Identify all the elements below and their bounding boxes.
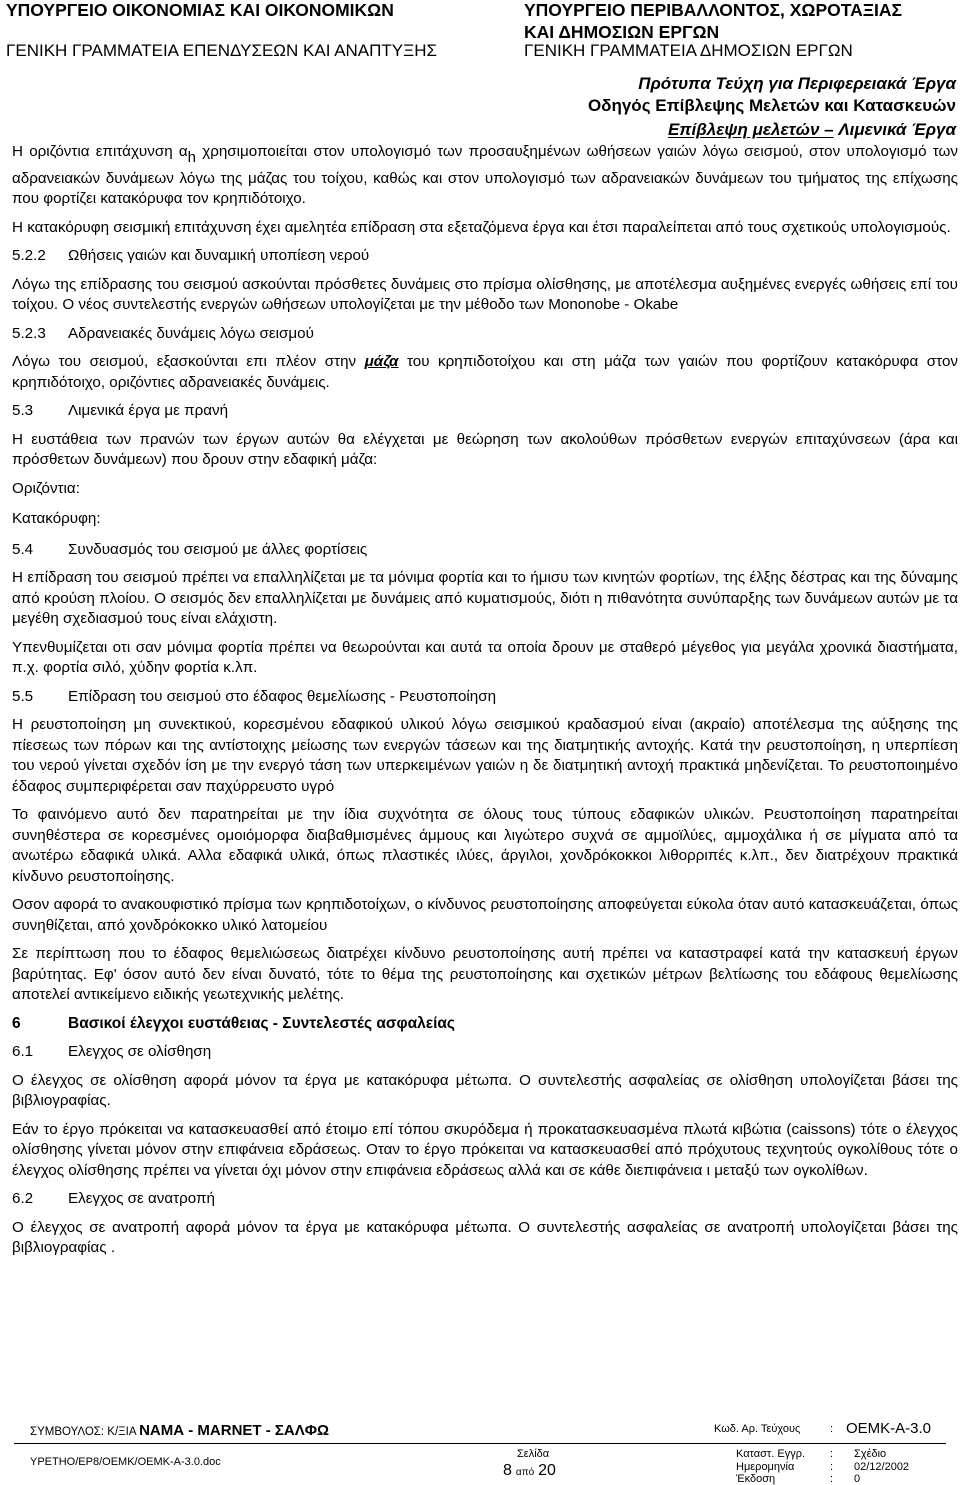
paragraph: Σε περίπτωση που το έδαφος θεμελιώσεως διατρέχει κίνδυνο ρευστοποίησης αυτή πρέπει να καταστραφεί κατά την κατασκευή έργων βαρύτητας. Εφ' όσον αυτό δεν είναι δυνατό, τότε το θέμα της ρευστοποίησης και σχετικών μέτρων βελτίωσης του εδάφους θεμελίωσης αποτελεί αντικείμενο ειδικής γεωτεχνικής μελέτης. [12,945,958,1003]
paragraph: Η ρευστοποίηση μη συνεκτικού, κορεσμένου εδαφικού υλικού λόγω σεισμικού κραδασμού είναι (ακραίο) αποτέλεσμα της αύξησης της πίεσεως των πόρων και της αντίστοιχης μείωσης των ενεργών τάσεων και της διατμητικής αντοχής. Κατά την ρευστοποίηση, η υπερπίεση του νερού γίνεται σχεδόν ίση με την ενεργό τάση των υπερκειμένων γαιών η δε διατμητική αντοχή πρακτικά μηδενίζεται. Το ρευστοποιημένο έδαφος συμπεριφέρεται σαν παχύρρευστο υγρό [12,716,958,795]
edition-label: Έκδοση [736,1473,776,1485]
section-title-a: Επίβλεψη μελετών – [668,120,834,139]
guide-title: Οδηγός Επίβλεψης Μελετών και Κατασκευών [587,96,956,115]
heading-5-2-2: 5.2.2 Ωθήσεις γαιών και δυναμική υποπίεση νερού [12,247,370,264]
paragraph: Λόγω του σεισμού, εξασκούνται επι πλέον στην μάζα του κρηπιδοτοίχου και στη μάζα των γαιών που φορτίζουν κατακόρυφα στον κρηπιδότοιχο, οριζόντιες αδρανειακές δυνάμεις. [12,353,958,391]
consultant-name: ΝΑΜΑ - MARNET - ΣΑΛΦΩ [139,1422,330,1439]
section-title-b: Λιμενικά Έργα [838,120,956,139]
paragraph: Ο έλεγχος σε ολίσθηση αφορά μόνον τα έργα με κατακόρυφα μέτωπα. Ο συντελεστής ασφαλείας σε ολίσθηση υπολογίζεται βάσει της βιβλιογραφίας. [12,1071,958,1109]
page-label: Σελίδα [517,1448,550,1460]
emphasis-mass: μάζα [364,353,399,370]
colon: : [830,1423,834,1435]
label-vertical: Κατακόρυφη: [12,510,101,527]
paragraph: Εάν το έργο πρόκειται να κατασκευασθεί από έτοιμο επί τόπου σκυρόδεμα ή προκατασκευασμένα πλωτά κιβώτια (caissons) τότε ο έλεγχος ολίσθησης γίνεται μόνον στην επιφάνεια εδράσεως. Οταν το έργο πρόκειται να κατασκευασθεί από πρόχυτους τεχνητούς ογκολίθους τότε ο έλεγχος ολίσθησης πρέπει να γίνεται όχι μόνον στην επιφάνεια εδράσεως αλλά και σε κάθε διεπιφάνεια ι μεταξύ των ογκολίθων. [12,1120,958,1179]
date-value: 02/12/2002 [854,1461,910,1473]
paragraph: Η κατακόρυφη σεισμική επιτάχυνση έχει αμελητέα επίδραση στα εξεταζόμενα έργα και έτσι παραλείπεται από τους σχετικούς υπολογισμούς. [12,218,951,236]
ministry-environment-subtitle: ΓΕΝΙΚΗ ΓΡΑΜΜΑΤΕΙΑ ΔΗΜΟΣΙΩΝ ΕΡΓΩΝ [524,41,853,60]
status-value: Σχέδιο [854,1448,887,1460]
paragraph: Υπενθυμίζεται οτι σαν μόνιμα φορτία πρέπει να θεωρούνται και αυτά τα οποία δρουν με σταθερό μέγεθος για μεγάλα χρονικά διαστήματα, π.χ. φορτία σιλό, χύδην φορτία κ.λπ. [12,638,958,676]
paragraph: Ο έλεγχος σε ανατροπή αφορά μόνον τα έργα με κατακόρυφα μέτωπα. Ο συντελεστής ασφαλείας σε ανατροπή υπολογίζεται βάσει της βιβλιογραφίας . [12,1218,958,1256]
paragraph: Λόγω της επίδρασης του σεισμού ασκούνται πρόσθετες δυνάμεις στο πρίσμα ολίσθησης, με αποτέλεσμα αυξημένες ενεργές ωθήσεις επί του τοίχου. Ο νέος συντελεστής ενεργών ωθήσεων υπολογίζεται με την μέθοδο των Mononobe - Okabe [12,275,958,313]
subscript-h: h [187,149,196,166]
document-series: Πρότυπα Τεύχη για Περιφερειακά Έργα [638,74,956,93]
consultant-label: ΣΥΜΒΟΥΛΟΣ: Κ/ΞΙΑ [30,1426,136,1438]
edition-value: 0 [854,1473,861,1485]
colon: : [830,1461,834,1473]
consultant [30,1422,329,1439]
ministry-environment-title-line2: ΚΑΙ ΔΗΜΟΣΙΩΝ ΕΡΓΩΝ [524,22,720,42]
ministry-environment-title-line1: ΥΠΟΥΡΓΕΙΟ ΠΕΡΙΒΑΛΛΟΝΤΟΣ, ΧΩΡΟΤΑΞΙΑΣ [524,0,903,20]
heading-6-2: 6.2 Ελεγχος σε ανατροπή [12,1190,215,1207]
paragraph: Η ευστάθεια των πρανών των έργων αυτών θα ελέγχεται με θεώρηση των ακολούθων πρόσθετων ενεργών επιταχύνσεων (άρα και πρόσθετων δυνάμεων) που δρουν στην εδαφική μάζα: [12,430,958,468]
heading-5-2-3: 5.2.3 Αδρανειακές δυνάμεις λόγω σεισμού [12,324,314,342]
paragraph: Η επίδραση του σεισμού πρέπει να επαλληλίζεται με τα μόνιμα φορτία και το ήμισυ των κινητών φορτίων, της έλξης δέστρας και της δύναμης από κρούση πλοίου. Ο σεισμός δεν επαλληλίζεται με δυνάμεις από κυματισμούς, διότι η πιθανότητα συνύπαρξης των δυνάμεων αυτών με τα μεγέθη σχεδιασμού τους είναι ελάχιστη. [12,569,958,627]
file-name: ΥΡΕΤΗΟ/ΕΡ8/ΟΕΜΚ/ΟΕΜΚ-Α-3.0.doc [30,1456,221,1468]
document-body [12,142,958,1267]
heading-5-4: 5.4 Συνδυασμός του σεισμού με άλλες φορτίσεις [12,540,368,558]
label-horizontal: Οριζόντια: [12,479,80,497]
colon: : [830,1448,834,1460]
code-label: Κωδ. Αρ. Τεύχους [714,1423,801,1435]
code-value: ΟΕΜΚ-Α-3.0 [846,1420,932,1437]
page-footer [0,1412,960,1485]
heading-6-1: 6.1 Ελεγχος σε ολίσθηση [12,1043,212,1060]
colon: : [830,1473,834,1485]
footer-divider [14,1443,946,1444]
status-label: Καταστ. Εγγρ. [736,1448,806,1460]
heading-5-5: 5.5 Επίδραση του σεισμού στο έδαφος θεμελίωσης - Ρευστοποίηση [12,687,497,705]
paragraph: Οσον αφορά το ανακουφιστικό πρίσμα των κρηπιδοτοίχων, ο κίνδυνος ρευστοποίησης αποφεύγεται εύκολα όταν αυτό κατασκευάζεται, όπως συνηθίζεται, από χονδρόκοκκο υλικό λατομείου [12,896,958,934]
section-title [668,120,956,140]
paragraph: Το φαινόμενο αυτό δεν παρατηρείται με την ίδια συχνότητα σε όλους τους τύπους εδαφικών υλικών. Ρευστοποίηση παρατηρείται συνηθέστερα σε κορεσμένες ομοιόμορφα διαβαθμισμένες άμμους και λιγώτερο συχνά σε αμμοϊλύες, αμμοχάλικα ή σε μίγματα από τα ανωτέρω εδαφικά υλικά. Αλλα εδαφικά υλικά, όπως πλαστικές ιλύες, άργιλοι, χονδρόκοκκοι λιθορριπές κ.λπ., δεν διατρέχουν πρακτικά κίνδυνο ρευστοποίησης. [12,806,958,885]
ministry-economy-title: ΥΠΟΥΡΓΕΙΟ ΟΙΚΟΝΟΜΙΑΣ ΚΑΙ ΟΙΚΟΝΟΜΙΚΩΝ [6,0,394,20]
page-number: 8 από 20 [503,1462,556,1479]
heading-6: 6 Βασικοί έλεγχοι ευστάθειας - Συντελεστές ασφαλείας [12,1014,455,1032]
paragraph: Η οριζόντια επιτάχυνση αh χρησιμοποιείται στον υπολογισμό των προσαυξημένων ωθήσεων γαιών λόγω σεισμού, στον υπολογισμό των αδρανειακών δυνάμεων λόγω της μάζας του τοίχου, καθώς και στον υπολογισμό των αδρανειακών δυνάμεων του τμήματος της επίχωσης που φορτίζει κατακόρυφα τον κρηπιδότοιχο. [12,143,958,207]
date-label: Ημερομηνία [736,1461,795,1473]
heading-5-3: 5.3 Λιμενικά έργα με πρανή [12,402,229,419]
ministry-economy-subtitle: ΓΕΝΙΚΗ ΓΡΑΜΜΑΤΕΙΑ ΕΠΕΝΔΥΣΕΩΝ ΚΑΙ ΑΝΑΠΤΥΞΗΣ [6,41,437,60]
